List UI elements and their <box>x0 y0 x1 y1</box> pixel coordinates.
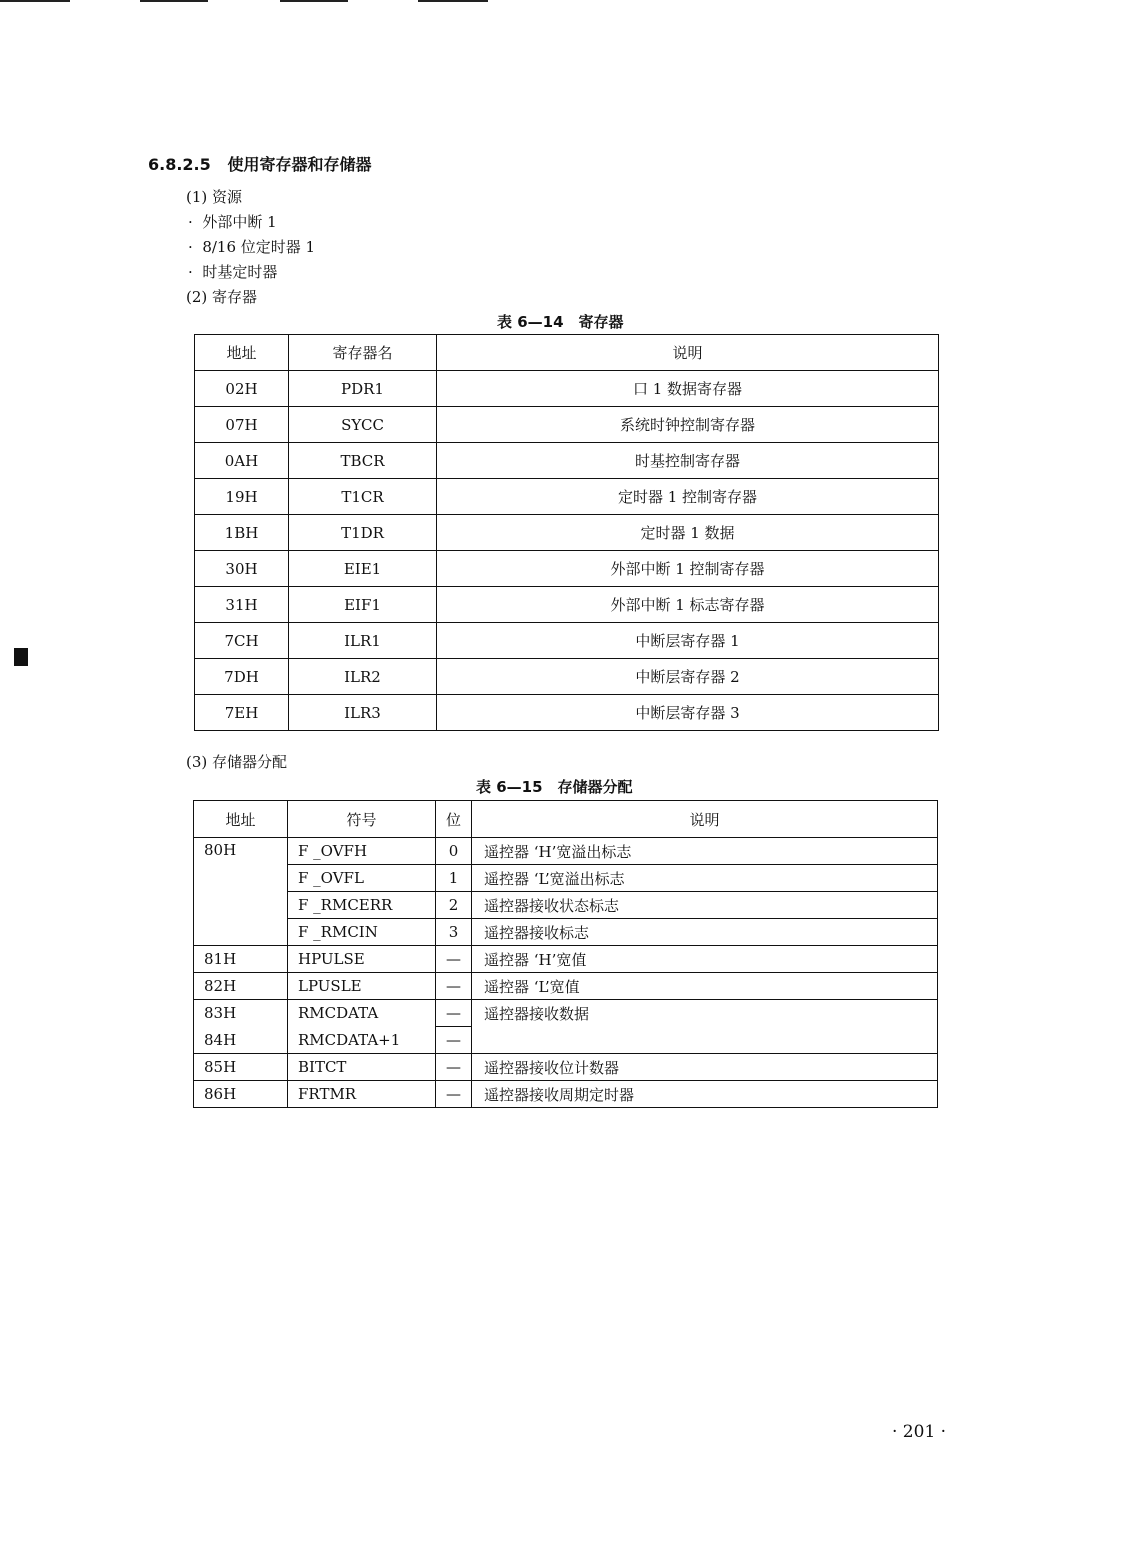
address-cell: 31H <box>195 587 289 623</box>
description-cell: 外部中断 1 标志寄存器 <box>437 587 939 623</box>
symbol-cell: RMCDATA <box>288 1000 436 1027</box>
top-rule <box>140 0 208 2</box>
top-rule <box>280 0 348 2</box>
address-cell: 19H <box>195 479 289 515</box>
description-cell: 遥控器 ‘L’宽值 <box>472 973 938 1000</box>
address-cell: 07H <box>195 407 289 443</box>
table-row <box>194 946 938 973</box>
description-cell: 遥控器接收标志 <box>472 919 938 946</box>
bit-cell: 2 <box>436 892 472 919</box>
table-caption: 表 6—14 寄存器 <box>497 313 624 331</box>
resource-item: · 外部中断 1 <box>188 213 277 231</box>
table-header-row <box>195 335 939 371</box>
symbol-cell: RMCDATA+1 <box>288 1027 436 1054</box>
memory-label: (3) 存储器分配 <box>186 753 288 771</box>
register-name-cell: SYCC <box>289 407 437 443</box>
section-number: 6.8.2.5 <box>148 155 211 174</box>
table-row <box>195 623 939 659</box>
description-cell: 中断层寄存器 2 <box>437 659 939 695</box>
section-heading <box>148 152 372 175</box>
description-cell: 遥控器 ‘H’宽溢出标志 <box>472 838 938 865</box>
description-cell: 中断层寄存器 3 <box>437 695 939 731</box>
register-name-cell: TBCR <box>289 443 437 479</box>
address-cell: 1BH <box>195 515 289 551</box>
header-cell: 位 <box>436 801 472 838</box>
bit-cell: 3 <box>436 919 472 946</box>
table-row <box>195 587 939 623</box>
table-row <box>195 479 939 515</box>
description-cell: 遥控器接收状态标志 <box>472 892 938 919</box>
bit-cell: — <box>436 946 472 973</box>
symbol-cell: LPUSLE <box>288 973 436 1000</box>
address-cell: 81H <box>194 946 288 973</box>
register-name-cell: EIF1 <box>289 587 437 623</box>
table-row <box>195 371 939 407</box>
description-cell: 系统时钟控制寄存器 <box>437 407 939 443</box>
table-row <box>195 515 939 551</box>
address-cell: 7DH <box>195 659 289 695</box>
table-row <box>194 1081 938 1108</box>
address-cell: 7CH <box>195 623 289 659</box>
top-rule <box>418 0 488 2</box>
resource-item-text: 8/16 位定时器 1 <box>202 238 316 256</box>
resource-item: · 8/16 位定时器 1 <box>188 238 316 256</box>
description-cell: 遥控器接收位计数器 <box>472 1054 938 1081</box>
header-cell: 说明 <box>437 335 939 371</box>
register-name-cell: PDR1 <box>289 371 437 407</box>
table-row <box>195 443 939 479</box>
description-cell: 定时器 1 数据 <box>437 515 939 551</box>
header-cell: 地址 <box>194 801 288 838</box>
resource-item: · 时基定时器 <box>188 263 278 281</box>
address-cell: 30H <box>195 551 289 587</box>
address-cell: 0AH <box>195 443 289 479</box>
table-row <box>194 1000 938 1027</box>
page-number: · 201 · <box>892 1422 947 1442</box>
header-cell: 寄存器名 <box>289 335 437 371</box>
bit-cell: — <box>436 1054 472 1081</box>
table-caption: 表 6—15 存储器分配 <box>476 778 633 796</box>
margin-mark <box>14 648 28 666</box>
address-cell: 85H <box>194 1054 288 1081</box>
description-cell: 中断层寄存器 1 <box>437 623 939 659</box>
table-header-row <box>194 801 938 838</box>
symbol-cell: F _RMCERR <box>288 892 436 919</box>
description-cell: 遥控器 ‘H’宽值 <box>472 946 938 973</box>
register-name-cell: EIE1 <box>289 551 437 587</box>
section-title: 使用寄存器和存储器 <box>227 155 372 174</box>
description-cell: 遥控器接收数据 <box>472 1000 938 1054</box>
table-row <box>194 919 938 946</box>
address-cell: 7EH <box>195 695 289 731</box>
resource-item-text: 时基定时器 <box>202 263 278 281</box>
header-cell: 地址 <box>195 335 289 371</box>
table-row <box>195 659 939 695</box>
address-cell: 86H <box>194 1081 288 1108</box>
memory-table <box>193 800 938 1108</box>
description-cell: 口 1 数据寄存器 <box>437 371 939 407</box>
bit-cell: 0 <box>436 838 472 865</box>
top-rule <box>0 0 70 2</box>
address-cell: 84H <box>194 1027 288 1054</box>
bit-cell: — <box>436 1000 472 1027</box>
description-cell: 遥控器接收周期定时器 <box>472 1081 938 1108</box>
table-row <box>195 407 939 443</box>
register-name-cell: T1DR <box>289 515 437 551</box>
table-row <box>195 551 939 587</box>
bit-cell: — <box>436 1081 472 1108</box>
table-row <box>194 838 938 865</box>
register-name-cell: ILR2 <box>289 659 437 695</box>
description-cell: 遥控器 ‘L’宽溢出标志 <box>472 865 938 892</box>
symbol-cell: HPULSE <box>288 946 436 973</box>
symbol-cell: F _RMCIN <box>288 919 436 946</box>
table-row <box>194 892 938 919</box>
resource-item-text: 外部中断 1 <box>202 213 277 231</box>
register-name-cell: ILR1 <box>289 623 437 659</box>
bit-cell: 1 <box>436 865 472 892</box>
bit-cell: — <box>436 1027 472 1054</box>
header-cell: 符号 <box>288 801 436 838</box>
table-row <box>194 865 938 892</box>
symbol-cell: F _OVFH <box>288 838 436 865</box>
table-row <box>194 1054 938 1081</box>
resources-label: (1) 资源 <box>186 188 243 206</box>
symbol-cell: F _OVFL <box>288 865 436 892</box>
bit-cell: — <box>436 973 472 1000</box>
register-name-cell: ILR3 <box>289 695 437 731</box>
table-row <box>194 973 938 1000</box>
register-name-cell: T1CR <box>289 479 437 515</box>
register-table <box>194 334 939 731</box>
symbol-cell: FRTMR <box>288 1081 436 1108</box>
address-cell: 80H <box>194 838 288 946</box>
description-cell: 外部中断 1 控制寄存器 <box>437 551 939 587</box>
address-cell: 02H <box>195 371 289 407</box>
description-cell: 时基控制寄存器 <box>437 443 939 479</box>
address-cell: 82H <box>194 973 288 1000</box>
symbol-cell: BITCT <box>288 1054 436 1081</box>
description-cell: 定时器 1 控制寄存器 <box>437 479 939 515</box>
header-cell: 说明 <box>472 801 938 838</box>
registers-label: (2) 寄存器 <box>186 288 258 306</box>
table-row <box>195 695 939 731</box>
address-cell: 83H <box>194 1000 288 1027</box>
